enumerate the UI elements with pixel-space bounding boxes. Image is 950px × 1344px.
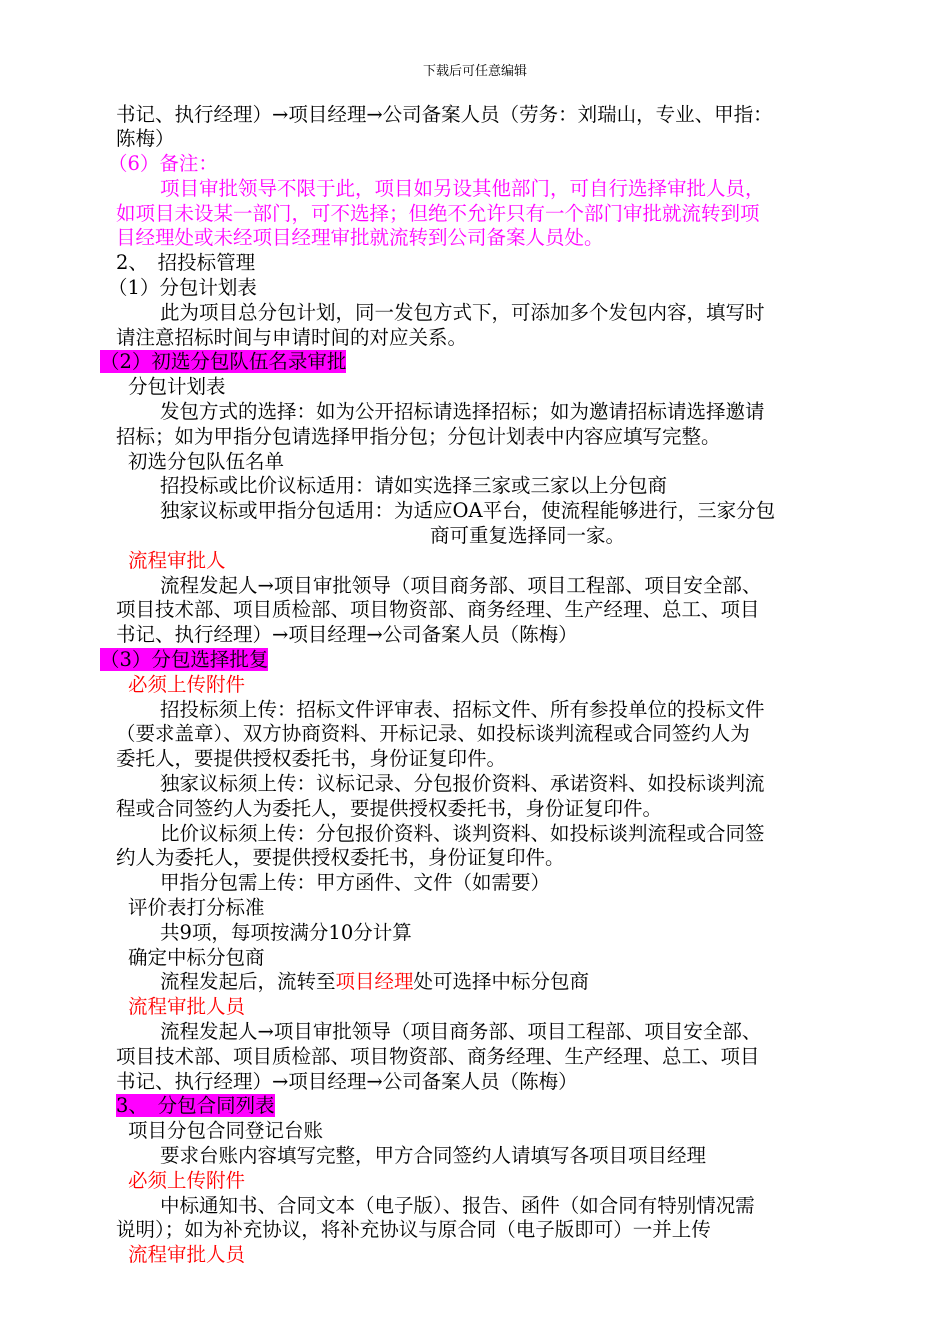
text-line: [160, 871, 550, 895]
line-text: 书记、执行经理）→项目经理→公司备案人员（劳务：刘瑞山，专业、甲指：: [116, 103, 773, 126]
text-line: [430, 524, 625, 548]
text-line: [160, 400, 765, 424]
line-text: 项目审批领导不限于此，项目如另设其他部门，可自行选择审批人员，: [160, 177, 765, 200]
text-line: [116, 1094, 275, 1118]
text-line: [160, 499, 775, 523]
text-line: [160, 177, 765, 201]
text-line: [160, 1194, 755, 1218]
text-line: [128, 673, 245, 697]
text-line: [116, 722, 750, 746]
text-line: [128, 896, 265, 920]
text-line: [116, 797, 662, 821]
line-text: （要求盖章）、双方协商资料、开标记录、如投标谈判流程或合同签约人为: [116, 722, 750, 745]
text-line: [160, 698, 765, 722]
line-text: 如项目未设某一部门，可不选择；但绝不允许只有一个部门审批就流转到项: [116, 202, 760, 225]
text-line: [116, 127, 175, 151]
line-text: 要求台账内容填写完整，甲方合同签约人请填写各项目项目经理: [160, 1144, 707, 1167]
line-text: 必须上传附件: [128, 1169, 246, 1192]
line-text: 流程审批人员: [128, 1243, 246, 1266]
line-text: 招标；如为甲指分包请选择甲指分包；分包计划表中内容应填写完整。: [116, 425, 721, 448]
text-line: [100, 648, 268, 672]
text-line: [116, 326, 467, 350]
line-text: 程或合同签约人为委托人，要提供授权委托书，身份证复印件。: [116, 797, 663, 820]
text-line: [116, 747, 506, 771]
line-text: 分包计划表: [128, 375, 226, 398]
text-line: [160, 921, 412, 945]
text-line: [116, 1070, 578, 1094]
line-text: 甲指分包需上传：甲方函件、文件（如需要）: [160, 871, 551, 894]
text-segment: 流程发起后，流转至: [160, 970, 336, 993]
line-text: 委托人，要提供授权委托书，身份证复印件。: [116, 747, 507, 770]
line-text: 流程审批人: [128, 549, 226, 572]
text-line: [116, 1218, 711, 1242]
text-line: [128, 1243, 245, 1267]
line-text: 陈梅）: [116, 127, 175, 150]
line-text: （1）分包计划表: [108, 276, 257, 299]
line-text: 独家议标或甲指分包适用：为适应OA平台，使流程能够进行，三家分包: [160, 499, 776, 522]
line-text: 项目技术部、项目质检部、项目物资部、商务经理、生产经理、总工、项目: [116, 598, 760, 621]
line-text: 项目技术部、项目质检部、项目物资部、商务经理、生产经理、总工、项目: [116, 1045, 760, 1068]
text-line: [128, 1169, 245, 1193]
line-text: 书记、执行经理）→项目经理→公司备案人员（陈梅）: [116, 623, 578, 646]
text-line: [128, 375, 226, 399]
line-text: 独家议标须上传：议标记录、分包报价资料、承诺资料、如投标谈判流: [160, 772, 765, 795]
section-heading: 3、 分包合同列表: [116, 1094, 275, 1117]
section-heading: （2）初选分包队伍名录审批: [100, 350, 347, 373]
line-text: 必须上传附件: [128, 673, 246, 696]
text-line: [160, 1020, 761, 1044]
text-line: [116, 425, 721, 449]
line-text: 共9项，每项按满分10分计算: [160, 921, 412, 944]
text-line: [108, 152, 218, 176]
section-heading: （3）分包选择批复: [100, 648, 269, 671]
line-text: 中标通知书、合同文本（电子版）、报告、函件（如合同有特别情况需: [160, 1194, 755, 1217]
line-text: 书记、执行经理）→项目经理→公司备案人员（陈梅）: [116, 1070, 578, 1093]
text-line: [116, 202, 760, 226]
text-line: [160, 474, 667, 498]
text-line: [160, 970, 589, 994]
text-line: [116, 623, 578, 647]
text-line: [116, 846, 565, 870]
text-segment: 处可选择中标分包商: [413, 970, 590, 993]
line-text: 发包方式的选择：如为公开招标请选择招标；如为邀请招标请选择邀请: [160, 400, 765, 423]
line-text: 招投标或比价议标适用：请如实选择三家或三家以上分包商: [160, 474, 668, 497]
line-text: 招投标须上传：招标文件评审表、招标文件、所有参投单位的投标文件: [160, 698, 765, 721]
text-line: [116, 103, 773, 127]
line-text: 初选分包队伍名单: [128, 450, 285, 473]
text-line: [160, 772, 765, 796]
line-text: 此为项目总分包计划，同一发包方式下，可添加多个发包内容，填写时: [160, 301, 765, 324]
line-text: 商可重复选择同一家。: [430, 524, 626, 547]
text-line: [100, 350, 346, 374]
line-text: 评价表打分标准: [128, 896, 265, 919]
text-line: [128, 1119, 323, 1143]
text-line: [128, 946, 265, 970]
text-line: [128, 549, 226, 573]
line-text: 约人为委托人，要提供授权委托书，身份证复印件。: [116, 846, 565, 869]
line-text: 目经理处或未经项目经理审批就流转到公司备案人员处。: [116, 226, 604, 249]
text-line: [116, 226, 604, 250]
line-text: 流程发起人→项目审批领导（项目商务部、项目工程部、项目安全部、: [160, 1020, 762, 1043]
text-line: [116, 1045, 760, 1069]
line-text: 确定中标分包商: [128, 946, 265, 969]
text-line: [160, 822, 765, 846]
line-text: 流程发起人→项目审批领导（项目商务部、项目工程部、项目安全部、: [160, 574, 762, 597]
text-line: [160, 301, 765, 325]
text-line: [116, 251, 255, 275]
line-text: 2、 招投标管理: [116, 251, 256, 274]
line-text: 项目分包合同登记台账: [128, 1119, 324, 1142]
page-header: 下载后可任意编辑: [422, 64, 527, 79]
text-line: [160, 1144, 706, 1168]
text-line: [128, 450, 284, 474]
text-line: [128, 995, 245, 1019]
text-line: [116, 598, 760, 622]
line-text: 请注意招标时间与申请时间的对应关系。: [116, 326, 468, 349]
text-line: [160, 574, 761, 598]
line-text: 流程审批人员: [128, 995, 246, 1018]
line-text: 比价议标须上传：分包报价资料、谈判资料、如投标谈判流程或合同签: [160, 822, 765, 845]
line-text: 说明）；如为补充协议，将补充协议与原合同（电子版即可）一并上传: [116, 1218, 711, 1241]
text-line: [108, 276, 257, 300]
highlight-role: 项目经理: [335, 970, 414, 993]
line-text: （6）备注：: [108, 152, 218, 175]
